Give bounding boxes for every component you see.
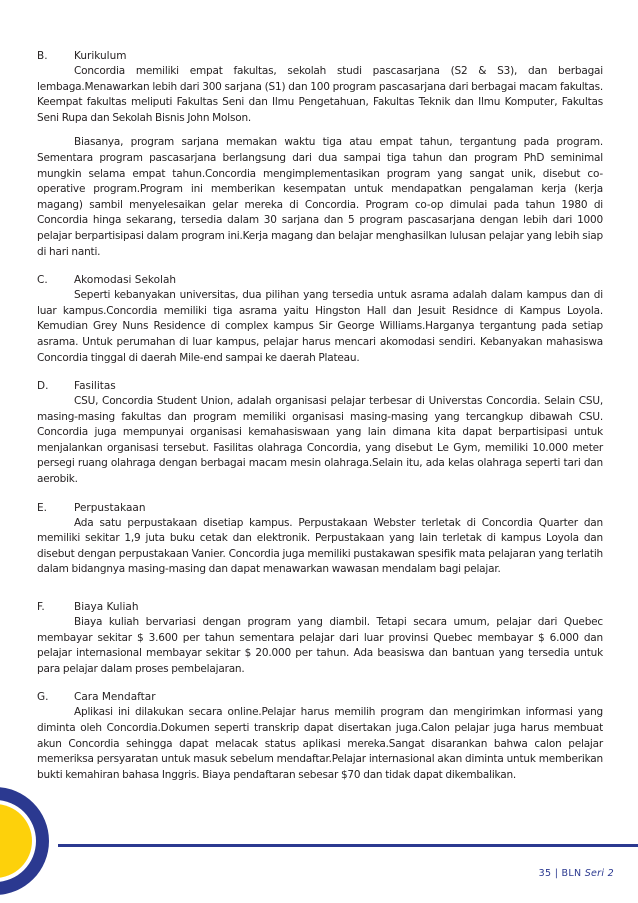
section-biaya-kuliah: [37, 600, 603, 677]
section-title: Cara Mendaftar: [74, 691, 156, 704]
section-letter: C.: [37, 274, 48, 287]
section-letter: F.: [37, 601, 45, 614]
section-letter: E.: [37, 501, 47, 514]
section-title: Fasilitas: [74, 380, 116, 393]
paragraph: Biaya kuliah bervariasi dengan program yang diambil. Tetapi secara umum, pelajar dari Quebec membayar sekitar $ 3.600 per tahun sementara pelajar dari luar provinsi Quebec membayar $ 6.000 dan pelajar internasional membayar sekitar $ 20.000 per tahun. Ada beasiswa dan bantuan yang tersedia untuk para pelajar dalam proses pembelajaran.: [37, 616, 603, 675]
footer-divider: [58, 844, 638, 847]
publication-name: BLN: [561, 868, 582, 879]
paragraph: Concordia memiliki empat fakultas, sekolah studi pascasarjana (S2 & S3), dan berbagai lembaga.Menawarkan lebih dari 300 sarjana (S1) dan 100 program pascasarjana dari berbagai macam fakultas. Keempat fakultas meliputi Fakultas Seni dan Ilmu Pengetahuan, Fakultas Teknik dan Ilmu Komputer, Fakultas Seni Rupa dan Sekolah Bisnis John Molson.: [37, 65, 603, 124]
section-title: Akomodasi Sekolah: [74, 274, 177, 287]
section-cara-mendaftar: [37, 690, 603, 783]
section-letter: D.: [37, 380, 49, 393]
paragraph: Aplikasi ini dilakukan secara online.Pelajar harus memilih program dan mengirimkan informasi yang diminta oleh Concordia.Dokumen seperti transkrip dapat disertakan juga.Calon pelajar juga harus membuat akun Concordia sehingga dapat melacak status aplikasi mereka.Sangat disarankan bahwa calon pelajar memeriksa persyaratan untuk masuk sebelum mendaftar.Pelajar internasional akan diminta untuk memberikan bukti kemahiran bahasa Inggris. Biaya pendaftaran sebesar $70 dan tidak dapat dikembalikan.: [37, 706, 603, 781]
series-name: Seri 2: [584, 868, 614, 879]
page-footer-label: [539, 868, 614, 879]
section-perpustakaan: [37, 501, 603, 578]
section-heading: [37, 273, 603, 288]
section-fasilitas: [37, 379, 603, 488]
page-content: [37, 49, 603, 796]
paragraph: CSU, Concordia Student Union, adalah organisasi pelajar terbesar di Universtas Concordia. Selain CSU, masing-masing fakultas dan program memiliki organisasi masing-masing yang tercangkup dibawah CSU. Concordia juga mempunyai organisasi kemahasiswaan yang lain dimana kita dapat berpartisipasi untuk menjalankan organisasi tersebut. Fasilitas olahraga Concordia, yang disebut Le Gym, memiliki 10.000 meter persegi ruang olahraga dengan berbagai macam mesin olahraga.Selain itu, ada kelas olahraga seperti tari dan aerobik.: [37, 395, 603, 486]
page-number: 35: [538, 868, 552, 879]
section-title: Kurikulum: [74, 50, 127, 62]
paragraph: Seperti kebanyakan universitas, dua pilihan yang tersedia untuk asrama adalah dalam kampus dan di luar kampus.Concordia memiliki tiga asrama yaitu Hingston Hall dan Jesuit Residnce di Kampus Loyola. Kemudian Grey Nuns Residence di complex kampus Sir George Williams.Harganya tergantung pada setiap asrama. Untuk perumahan di luar kampus, pelajar harus mencari akomodasi sendiri. Kebanyakan mahasiswa Concordia tinggal di daerah Mile-end sampai ke daerah Plateau.: [37, 289, 603, 364]
decorative-circles-graphic: [0, 786, 50, 896]
section-title: Perpustakaan: [74, 501, 146, 514]
footer-separator: |: [554, 868, 559, 879]
paragraph: Biasanya, program sarjana memakan waktu tiga atau empat tahun, tergantung pada program. Sementara program pascasarjana berlangsung dari dua sampai tiga tahun dan program PhD seminimal mungkin selama empat tahun.Concordia mengimplementasikan program yang sangat unik, disebut co-operative program.Program ini memberikan kesempatan untuk mendapatkan pengalaman kerja (kerja magang) sambil menyelesaikan gelar mereka di Concordia. Program co-op dimulai pada tahun 1980 di Concordia hinga sekarang, tersedia dalam 30 sarjana dan 5 program pascasarjana dengan lebih dari 1000 pelajar berpartisipasi dalam program ini.Kerja magang dan belajar menghasilkan lulusan pelajar yang lebih siap di hari nanti.: [37, 136, 603, 258]
paragraph: Ada satu perpustakaan disetiap kampus. Perpustakaan Webster terletak di Concordia Quarter dan memiliki sekitar 1,9 juta buku cetak dan elektronik. Perpustakaan yang lain terletak di kampus Loyola dan disebut dengan perpustakaan Vanier. Concordia juga memiliki pustakawan spesifik mata pelajaran yang terlatih dalam bidangnya masing-masing dan dapat menawarkan wawasan mendalam bagi pelajar.: [37, 516, 603, 576]
section-letter: G.: [37, 691, 49, 704]
section-title: Biaya Kuliah: [74, 601, 139, 614]
section-heading: [37, 600, 603, 615]
section-kurikulum: [37, 49, 603, 260]
section-letter: B.: [37, 50, 48, 62]
section-heading: [37, 49, 603, 64]
section-akomodasi: [37, 273, 603, 366]
section-heading: [37, 379, 603, 394]
section-heading: [37, 690, 603, 705]
section-heading: [37, 501, 603, 516]
